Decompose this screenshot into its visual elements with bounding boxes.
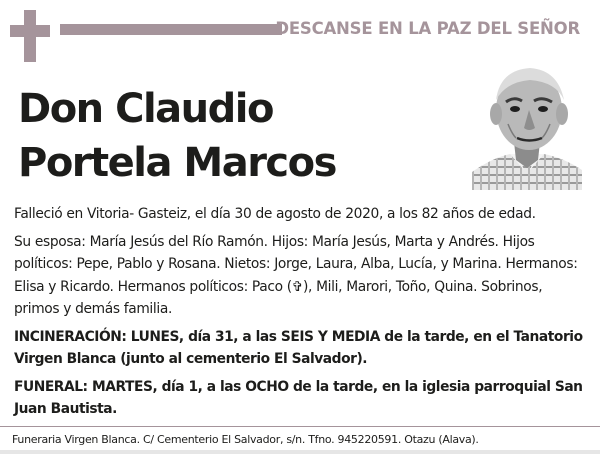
notice-body	[14, 203, 584, 421]
cross-small-icon: ✞	[291, 278, 304, 295]
footer-band	[0, 450, 600, 454]
funeral-home-footer: Funeraria Virgen Blanca. C/ Cementerio El Salvador, s/n. Tfno. 945220591. Otazu (Alava).	[12, 433, 479, 446]
cross-icon	[10, 10, 50, 62]
footer-divider	[0, 426, 600, 427]
cremation-info: INCINERACIÓN: LUNES, día 31, a las SEIS Y MEDIA de la tarde, en el Tanatorio Virgen Blanca (junto al cementerio El Salvador).	[14, 328, 583, 367]
family-list	[14, 231, 584, 321]
family-list-part2: ), Mili, Marori, Toño, Quina. Sobrinos, primos y demás familia.	[14, 278, 543, 317]
funeral-info: FUNERAL: MARTES, día 1, a las OCHO de la tarde, en la iglesia parroquial San Juan Bautista.	[14, 378, 583, 417]
death-notice: Falleció en Vitoria- Gasteiz, el día 30 de agosto de 2020, a los 82 años de edad.	[14, 206, 536, 222]
portrait-photo	[472, 62, 582, 190]
deceased-name-line1: Don Claudio	[18, 86, 273, 132]
deceased-name-line2: Portela Marcos	[18, 140, 336, 186]
deceased-name	[18, 82, 468, 190]
header-title: DESCANSE EN LA PAZ DEL SEÑOR	[275, 19, 580, 38]
family-list-part1: Su esposa: María Jesús del Río Ramón. Hijos: María Jesús, Marta y Andrés. Hijos políticos: Pepe, Pablo y Rosana. Nietos: Jorge, Laura, Alba, Lucía, y Marina. Hermanos: Elisa y Ricardo. Hermanos políticos: Paco (	[14, 233, 578, 295]
header-divider	[60, 24, 282, 35]
